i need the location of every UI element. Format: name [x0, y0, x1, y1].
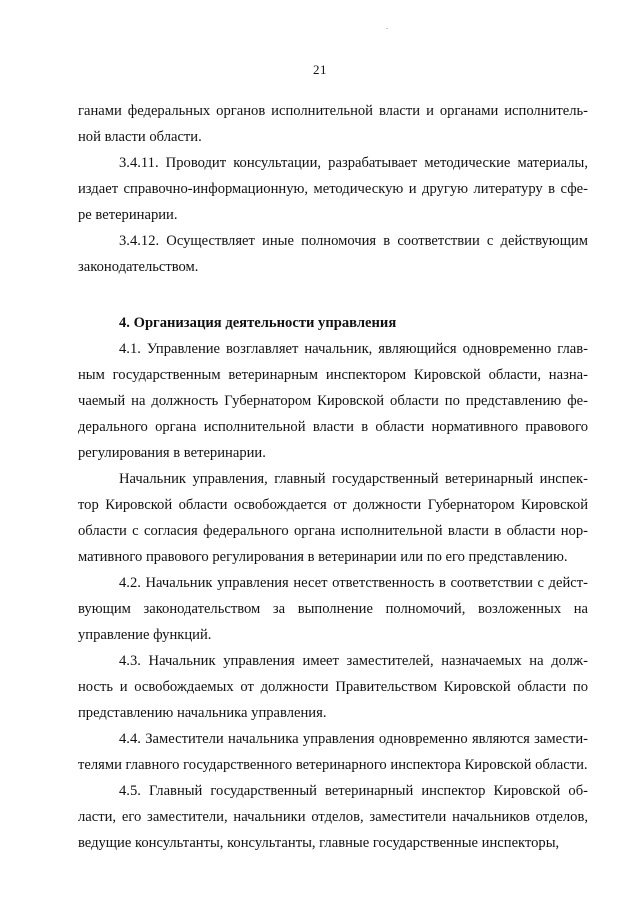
paragraph-3-4-11: 3.4.11. Проводит консультации, разрабатывает методические материалы, издает справочно-информационную, методическую и другую литературу в сфе-ре ветеринарии.: [78, 155, 588, 223]
paragraph-head-release: Начальник управления, главный государственный ветеринарный инспек-тор Кировской области освобождается от должности Губернатором Кировской области с согласия федерального органа исполнительной власти в области нор-мативного правового регулирования в ветеринарии или по его представлению.: [78, 471, 588, 565]
paragraph-4-4: 4.4. Заместители начальника управления одновременно являются замести-телями главного государственного ветеринарного инспектора Кировской области.: [78, 731, 588, 773]
paragraph-4-5: 4.5. Главный государственный ветеринарный инспектор Кировской об-ласти, его заместители, начальники отделов, заместители начальников отделов, ведущие консультанты, консультанты, главные государственные инспекторы,: [78, 783, 588, 851]
page-number: 21: [313, 62, 327, 77]
paragraph-4-3: 4.3. Начальник управления имеет заместителей, назначаемых на долж-ность и освобождаемых от должности Правительством Кировской области по представлению начальника управления.: [78, 653, 588, 721]
paragraph-3-4-12: 3.4.12. Осуществляет иные полномочия в соответствии с действующим законодательством.: [78, 233, 588, 275]
scan-speck: [386, 28, 388, 29]
document-body: [78, 98, 588, 856]
paragraph-4-2: 4.2. Начальник управления несет ответственность в соответствии с дейст-вующим законодательством за выполнение полномочий, возложенных на управление функций.: [78, 575, 588, 643]
section-heading: 4. Организация деятельности управления: [119, 315, 397, 331]
paragraph-4-1: 4.1. Управление возглавляет начальник, являющийся одновременно глав-ным государственным ветеринарным инспектором Кировской области, назна-чаемый на должность Губернатором Кировской области по представлению фе-дерального органа исполнительной власти в области нормативного правового регулирования в ветеринарии.: [78, 341, 588, 461]
paragraph-continuation: ганами федеральных органов исполнительной власти и органами исполнитель-ной власти области.: [78, 103, 588, 145]
